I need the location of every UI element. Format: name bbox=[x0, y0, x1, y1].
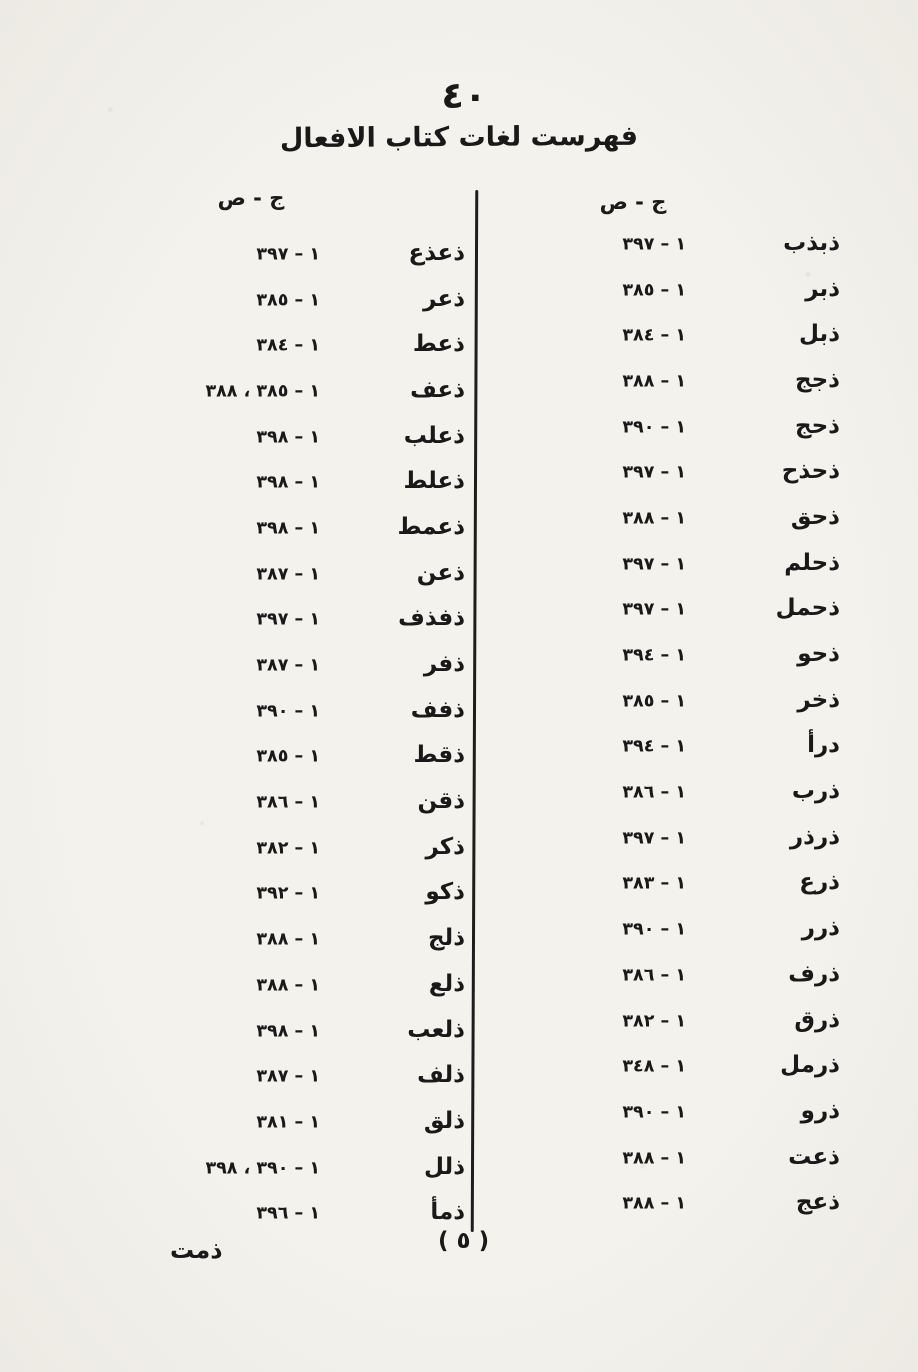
entry-volume-page: ١ – ٣٩٦ bbox=[256, 1203, 320, 1224]
index-entry-row bbox=[556, 1044, 848, 1090]
entry-word: ذعج bbox=[795, 1189, 840, 1216]
entry-word: ذلل bbox=[424, 1153, 465, 1180]
entry-word: ذكو bbox=[425, 879, 465, 906]
index-entry-row bbox=[162, 552, 470, 598]
index-entry-row bbox=[556, 359, 848, 405]
index-entry-row bbox=[556, 588, 848, 634]
entry-word: ذلعب bbox=[407, 1016, 465, 1043]
entry-volume-page: ١ – ٣٩٧ bbox=[256, 244, 320, 265]
entry-word: ذلق bbox=[423, 1107, 465, 1134]
entry-word: ذرمل bbox=[780, 1052, 840, 1079]
entry-word: ذخر bbox=[797, 686, 840, 713]
entry-volume-page: ١ – ٣٨٦ bbox=[622, 782, 686, 803]
index-entry-row bbox=[556, 496, 848, 542]
entry-volume-page: ١ – ٣٩٨ bbox=[256, 472, 320, 493]
entry-word: ذعذع bbox=[408, 239, 465, 266]
entry-volume-page: ١ – ٣٩٠ bbox=[622, 417, 686, 438]
entry-volume-page: ١ – ٣٨٥ ، ٣٨٨ bbox=[205, 381, 320, 402]
entry-volume-page: ١ – ٣٩٧ bbox=[622, 599, 686, 620]
index-entry-row bbox=[556, 953, 848, 999]
entry-volume-page: ١ – ٣٨٥ bbox=[622, 691, 686, 712]
index-entry-row bbox=[162, 643, 470, 689]
entry-volume-page: ١ – ٣٨٨ bbox=[622, 371, 686, 392]
index-entry-row bbox=[162, 780, 470, 826]
entry-volume-page: ١ – ٣٨٧ bbox=[256, 1066, 320, 1087]
entry-volume-page: ١ – ٣٨٨ bbox=[622, 1193, 686, 1214]
entry-volume-page: ١ – ٣٨٥ bbox=[256, 290, 320, 311]
entry-volume-page: ١ – ٣٨٣ bbox=[622, 874, 686, 895]
entry-volume-page: ١ – ٣٩٠ bbox=[622, 1102, 686, 1123]
entry-word: ذحذح bbox=[781, 458, 840, 485]
left-column-header: ج - ص bbox=[217, 186, 285, 210]
index-entry-row bbox=[162, 735, 470, 781]
entry-volume-page: ١ – ٣٨٢ bbox=[256, 838, 320, 859]
entry-word: ذرع bbox=[799, 869, 840, 896]
entry-volume-page: ١ – ٣٩٧ bbox=[622, 554, 686, 575]
entry-word: ذعف bbox=[410, 376, 465, 403]
entry-volume-page: ١ – ٣٩٠ bbox=[256, 701, 320, 722]
index-entry-row bbox=[556, 907, 848, 953]
index-entry-row bbox=[556, 816, 848, 862]
index-entry-row bbox=[556, 542, 848, 588]
index-entry-row bbox=[556, 450, 848, 496]
right-column-header: ج - ص bbox=[599, 190, 667, 214]
index-entry-row bbox=[162, 1191, 470, 1237]
entry-word: ذعت bbox=[788, 1143, 840, 1170]
entry-word: ذرر bbox=[801, 915, 840, 942]
entry-word: ذعن bbox=[416, 559, 465, 586]
entry-word: ذحو bbox=[797, 640, 840, 667]
entry-word: ذعر bbox=[423, 285, 465, 312]
entry-volume-page: ١ – ٣٩٠ bbox=[622, 919, 686, 940]
entry-volume-page: ١ – ٣٩٨ bbox=[256, 1021, 320, 1042]
entry-volume-page: ١ – ٣٩٨ bbox=[256, 518, 320, 539]
index-title: فهرست لغات كتاب الافعال bbox=[279, 120, 639, 155]
entry-volume-page: ١ – ٣٩٧ bbox=[622, 462, 686, 483]
catchword: ذمت bbox=[170, 1236, 223, 1264]
entry-volume-page: ١ – ٣٨٨ bbox=[256, 929, 320, 950]
entry-volume-page: ١ – ٣٨٦ bbox=[256, 792, 320, 813]
entry-word: ذحق bbox=[790, 503, 840, 530]
entry-word: ذعط bbox=[412, 331, 465, 358]
entry-word: ذفر bbox=[423, 650, 465, 677]
entry-word: ذحج bbox=[795, 412, 840, 439]
entry-word: ذفذف bbox=[398, 605, 465, 632]
index-entry-row bbox=[162, 1054, 470, 1100]
entry-word: ذرق bbox=[794, 1006, 840, 1033]
index-entry-row bbox=[556, 1181, 848, 1227]
entry-word: ذمأ bbox=[430, 1199, 465, 1226]
entry-word: ذلع bbox=[428, 970, 465, 997]
entry-word: ذقن bbox=[417, 788, 465, 815]
index-entry-row bbox=[556, 1090, 848, 1136]
index-entry-row bbox=[556, 633, 848, 679]
index-entry-row bbox=[556, 862, 848, 908]
entry-word: ذبذب bbox=[783, 229, 840, 256]
entry-volume-page: ١ – ٣٨٥ bbox=[256, 747, 320, 768]
entry-volume-page: ١ – ٣٤٨ bbox=[622, 1056, 686, 1077]
index-entry-row bbox=[162, 415, 470, 461]
entry-word: ذكر bbox=[425, 833, 465, 860]
entry-word: ذرف bbox=[788, 960, 840, 987]
entry-word: ذعلب bbox=[403, 422, 465, 449]
entry-volume-page: ١ – ٣٨٧ bbox=[256, 655, 320, 676]
index-entry-row bbox=[556, 405, 848, 451]
column-divider-rule bbox=[471, 190, 479, 1232]
footer-page-number: ( ٥ ) bbox=[438, 1228, 490, 1254]
entry-volume-page: ١ – ٣٨١ bbox=[256, 1112, 320, 1133]
index-entry-row bbox=[162, 506, 470, 552]
index-entry-row bbox=[162, 460, 470, 506]
entry-word: ذعمط bbox=[397, 513, 465, 540]
index-entry-row bbox=[162, 369, 470, 415]
entry-word: ذلج bbox=[427, 925, 465, 952]
index-entry-row bbox=[162, 323, 470, 369]
entry-volume-page: ١ – ٣٩٠ ، ٣٩٨ bbox=[205, 1158, 320, 1179]
entry-volume-page: ١ – ٣٩٤ bbox=[622, 645, 686, 666]
index-entry-row bbox=[556, 725, 848, 771]
entry-word: ذفف bbox=[410, 696, 465, 723]
entry-volume-page: ١ – ٣٨٤ bbox=[256, 335, 320, 356]
index-entry-row bbox=[162, 1146, 470, 1192]
entry-word: ذحلم bbox=[784, 549, 840, 576]
entry-volume-page: ١ – ٣٩٤ bbox=[622, 737, 686, 758]
index-entry-row bbox=[162, 1100, 470, 1146]
entry-word: درأ bbox=[807, 732, 840, 759]
index-column-left bbox=[162, 232, 470, 1237]
index-entry-row bbox=[162, 872, 470, 918]
index-entry-row bbox=[556, 222, 848, 268]
entry-word: ذبل bbox=[799, 321, 840, 348]
folio-number: ٤٠ bbox=[441, 74, 487, 117]
entry-volume-page: ١ – ٣٩٢ bbox=[256, 884, 320, 905]
entry-volume-page: ١ – ٣٨٨ bbox=[256, 975, 320, 996]
index-entry-row bbox=[162, 963, 470, 1009]
entry-word: ذحمل bbox=[775, 595, 840, 622]
entry-volume-page: ١ – ٣٨٤ bbox=[622, 325, 686, 346]
entry-word: ذرو bbox=[800, 1097, 840, 1124]
entry-word: ذعلط bbox=[403, 468, 465, 495]
index-entry-row bbox=[162, 1009, 470, 1055]
index-entry-row bbox=[556, 770, 848, 816]
entry-word: ذجج bbox=[795, 366, 840, 393]
entry-volume-page: ١ – ٣٨٥ bbox=[622, 280, 686, 301]
entry-word: ذقط bbox=[413, 742, 465, 769]
index-entry-row bbox=[162, 232, 470, 278]
index-entry-row bbox=[556, 679, 848, 725]
index-entry-row bbox=[556, 313, 848, 359]
index-entry-row bbox=[162, 278, 470, 324]
index-entry-row bbox=[162, 598, 470, 644]
index-entry-row bbox=[556, 999, 848, 1045]
entry-word: ذرب bbox=[791, 778, 840, 805]
entry-volume-page: ١ – ٣٩٧ bbox=[622, 234, 686, 255]
entry-volume-page: ١ – ٣٨٨ bbox=[622, 1148, 686, 1169]
entry-word: ذرذر bbox=[789, 823, 840, 850]
entry-volume-page: ١ – ٣٨٨ bbox=[622, 508, 686, 529]
entry-word: ذبر bbox=[805, 275, 840, 302]
entry-volume-page: ١ – ٣٨٢ bbox=[622, 1011, 686, 1032]
index-entry-row bbox=[162, 917, 470, 963]
entry-volume-page: ١ – ٣٩٧ bbox=[622, 828, 686, 849]
index-entry-row bbox=[556, 268, 848, 314]
entry-volume-page: ١ – ٣٩٨ bbox=[256, 427, 320, 448]
index-column-right bbox=[556, 222, 848, 1227]
entry-word: ذلف bbox=[417, 1062, 465, 1089]
index-entry-row bbox=[162, 689, 470, 735]
entry-volume-page: ١ – ٣٨٦ bbox=[622, 965, 686, 986]
index-entry-row bbox=[556, 1136, 848, 1182]
entry-volume-page: ١ – ٣٨٧ bbox=[256, 564, 320, 585]
index-entry-row bbox=[162, 826, 470, 872]
entry-volume-page: ١ – ٣٩٧ bbox=[256, 609, 320, 630]
